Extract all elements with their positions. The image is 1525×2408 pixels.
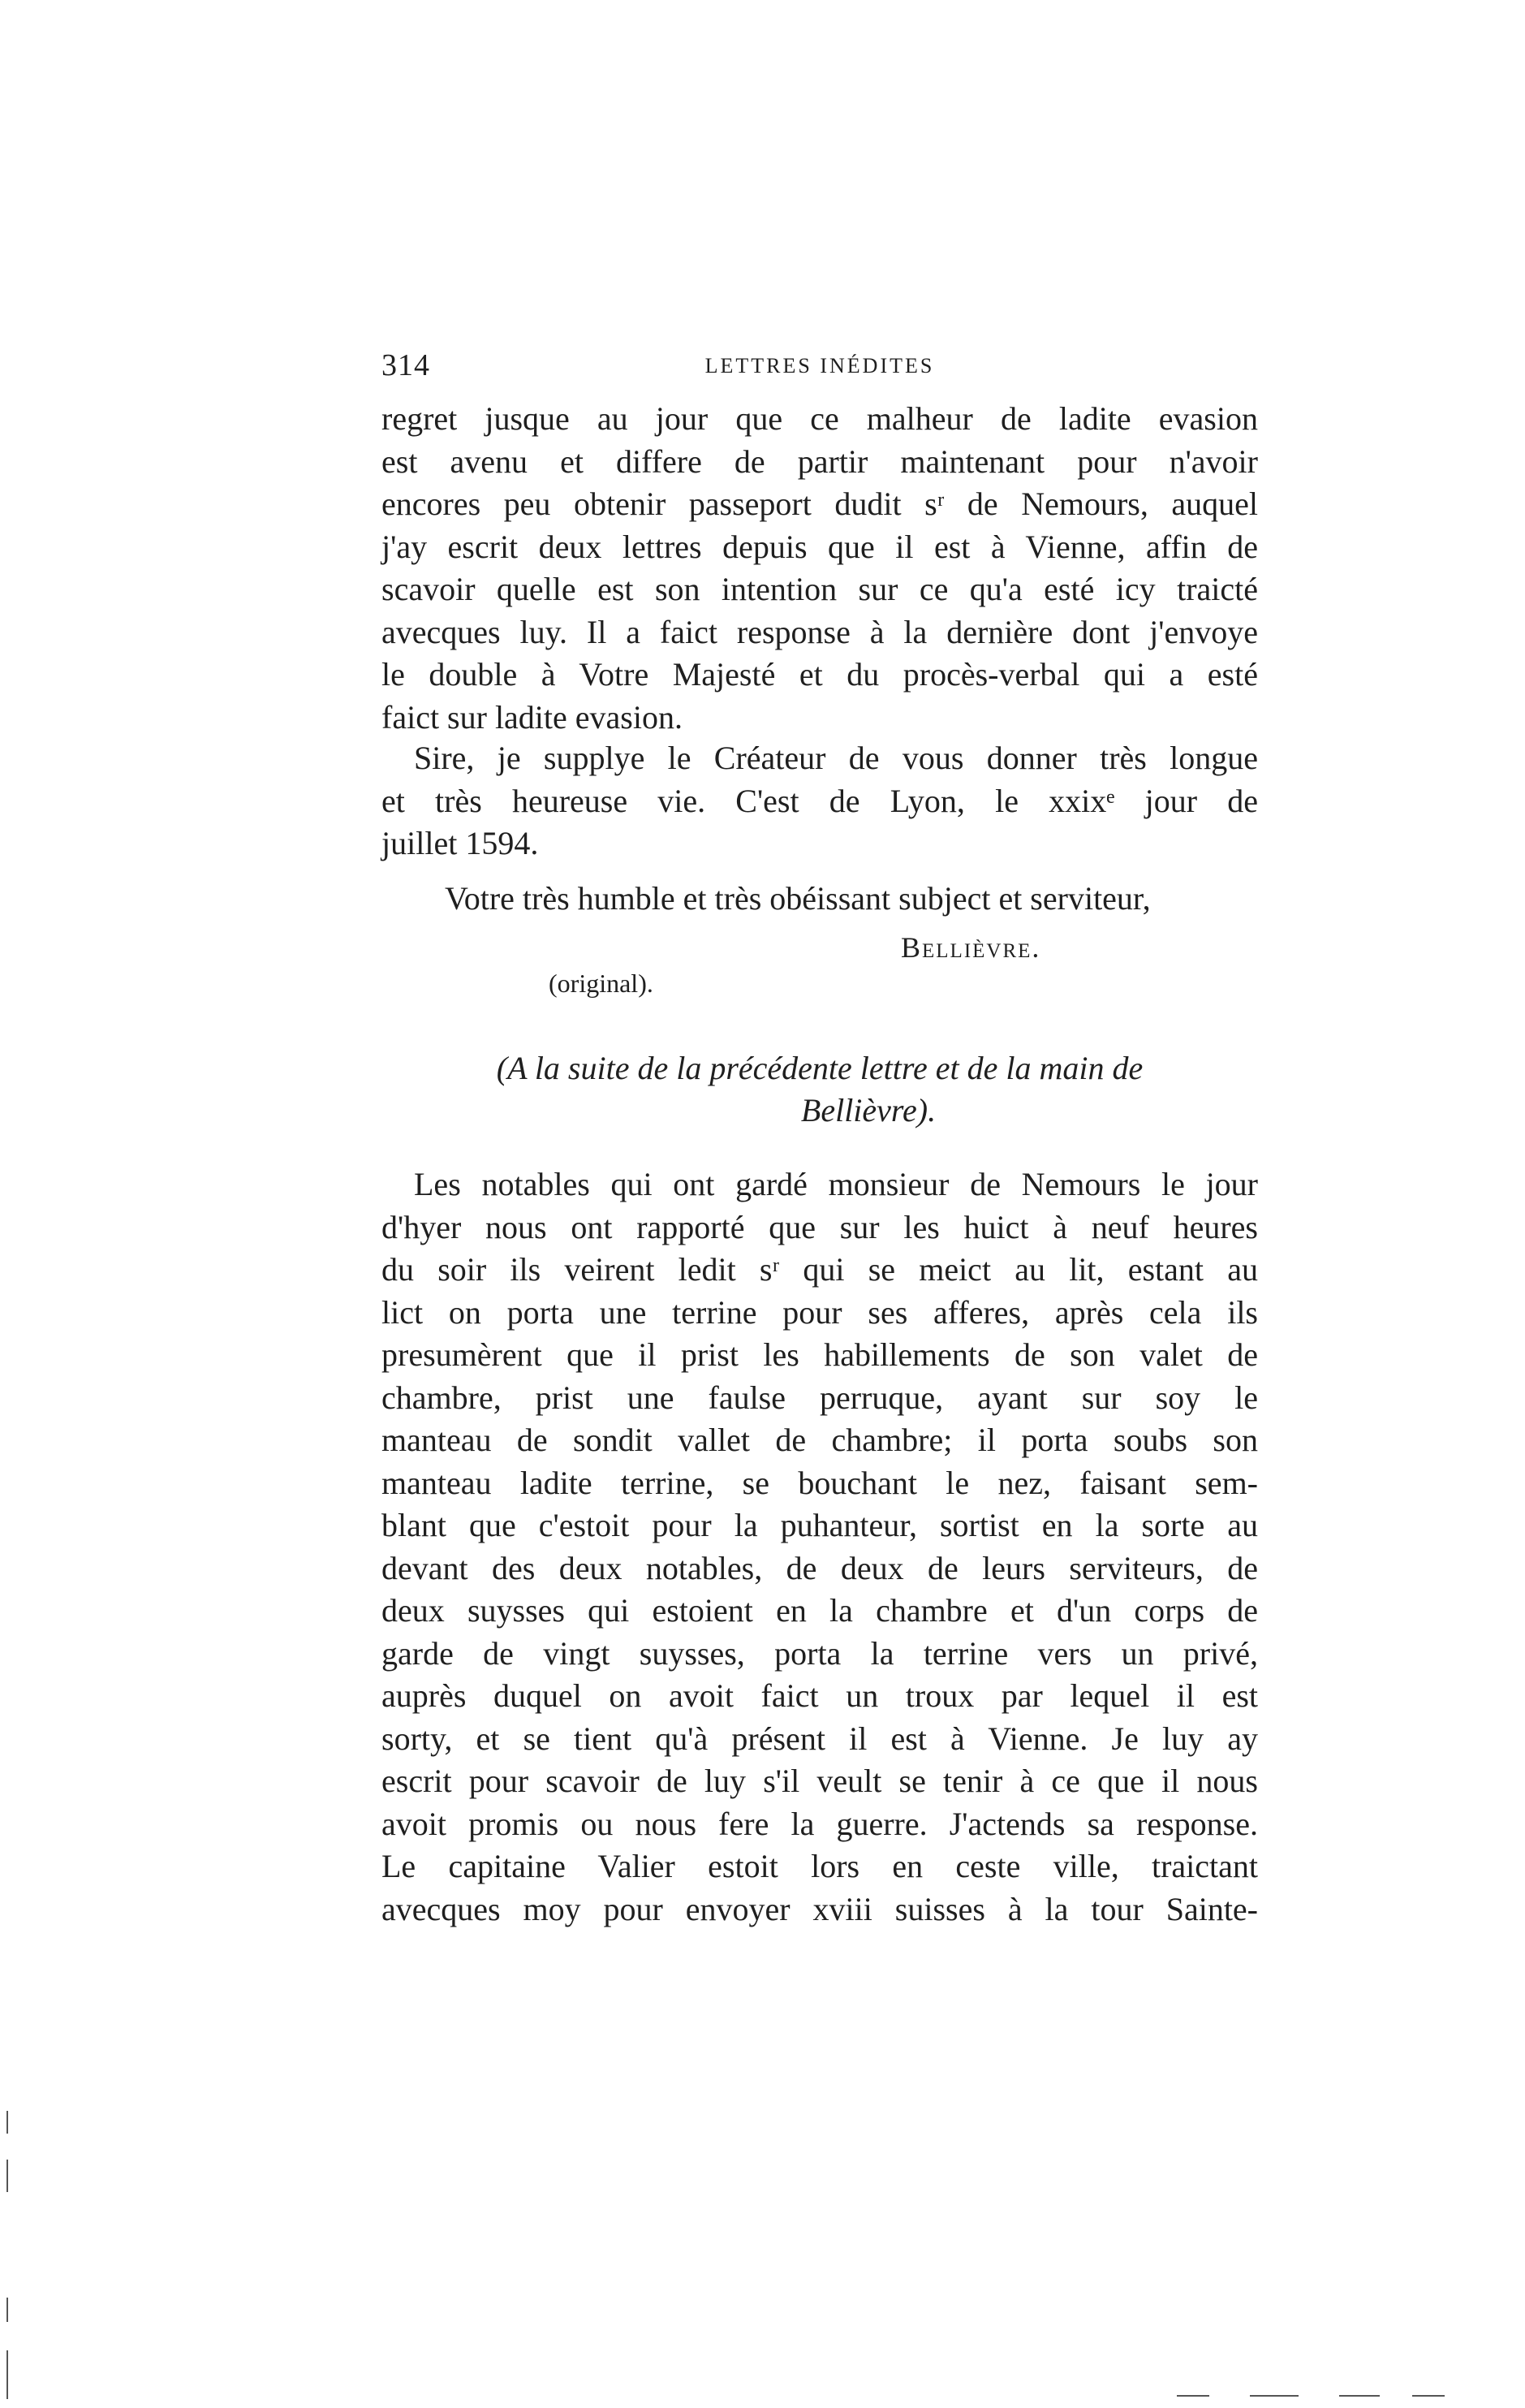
text-line: avecques luy. Il a faict response à la dernière dont j'envoye bbox=[381, 613, 1258, 650]
scan-margin-mark bbox=[6, 2160, 8, 2192]
text-line: lict on porta une terrine pour ses afferes, après cela ils bbox=[381, 1293, 1258, 1331]
letter-closing: Votre très humble et très obéissant subject et serviteur, bbox=[445, 880, 1151, 917]
text-line: auprès duquel on avoit faict un troux par lequel il est bbox=[381, 1677, 1258, 1714]
text-line: blant que c'estoit pour la puhanteur, sortist en la sorte au bbox=[381, 1507, 1258, 1543]
text-line: manteau de sondit vallet de chambre; il porta soubs son bbox=[381, 1422, 1258, 1458]
letter-salutation bbox=[381, 737, 1258, 865]
text-line: Les notables qui ont gardé monsieur de Nemours le jour bbox=[414, 1166, 1258, 1202]
text-line: devant des deux notables, de deux de leurs serviteurs, de bbox=[381, 1549, 1258, 1586]
text-line: regret jusque au jour que ce malheur de ladite evasion bbox=[381, 400, 1258, 437]
postscript-heading-line: (A la suite de la précédente lettre et de la main de bbox=[496, 1050, 1144, 1086]
text-line: Sire, je supplye le Créateur de vous donner très longue bbox=[414, 740, 1258, 776]
text-line: chambre, prist une faulse perruque, ayant sur soy le bbox=[381, 1379, 1258, 1416]
text-line: est avenu et differe de partir maintenant pour n'avoir bbox=[381, 442, 1258, 480]
text-line: juillet 1594. bbox=[381, 825, 539, 861]
text-line: du soir ils veirent ledit sʳ qui se meict au lit, estant au bbox=[381, 1251, 1258, 1288]
scan-margin-mark bbox=[1412, 2395, 1445, 2397]
scan-margin-mark bbox=[1177, 2395, 1209, 2397]
text-line: escrit pour scavoir de luy s'il veult se tenir à ce que il nous bbox=[381, 1763, 1258, 1799]
scan-margin-mark bbox=[6, 2350, 8, 2399]
running-head: LETTRES INÉDITES bbox=[704, 354, 935, 378]
page-number: 314 bbox=[381, 348, 430, 382]
scan-margin-mark bbox=[6, 2298, 8, 2322]
text-line: deux suysses qui estoient en la chambre et d'un corps de bbox=[381, 1592, 1258, 1629]
letter-body-continuation bbox=[381, 398, 1258, 739]
text-line: presumèrent que il prist les habillements de son valet de bbox=[381, 1336, 1258, 1373]
text-line: faict sur ladite evasion. bbox=[381, 698, 683, 736]
text-line: sorty, et se tient qu'à présent il est à Vienne. Je luy ay bbox=[381, 1720, 1258, 1757]
text-line: Le capitaine Valier estoit lors en ceste ville, traictant bbox=[381, 1848, 1258, 1884]
postscript-heading bbox=[381, 1047, 1258, 1132]
text-line: manteau ladite terrine, se bouchant le nez, faisant sem- bbox=[381, 1464, 1258, 1501]
text-line: et très heureuse vie. C'est de Lyon, le xxixᵉ jour de bbox=[381, 782, 1258, 819]
text-line: d'hyer nous ont rapporté que sur les huict à neuf heures bbox=[381, 1208, 1258, 1245]
text-line: garde de vingt suysses, porta la terrine vers un privé, bbox=[381, 1634, 1258, 1672]
page-header bbox=[381, 347, 1258, 388]
letter-signature: Bellièvre. bbox=[901, 931, 1041, 964]
text-line: avoit promis ou nous fere la guerre. J'actends sa response. bbox=[381, 1805, 1258, 1842]
postscript-heading-line: Bellièvre). bbox=[800, 1092, 937, 1128]
text-line: avecques moy pour envoyer xviii suisses à la tour Sainte- bbox=[381, 1890, 1258, 1927]
text-line: j'ay escrit deux lettres depuis que il est à Vienne, affin de bbox=[381, 528, 1258, 565]
scan-margin-mark bbox=[1339, 2395, 1380, 2397]
text-line: scavoir quelle est son intention sur ce qu'a esté icy traicté bbox=[381, 571, 1258, 607]
scan-margin-mark bbox=[6, 2111, 8, 2134]
text-line: le double à Votre Majesté et du procès-verbal qui a esté bbox=[381, 656, 1258, 693]
scan-margin-mark bbox=[1250, 2395, 1299, 2397]
text-line: encores peu obtenir passeport dudit sʳ de Nemours, auquel bbox=[381, 485, 1258, 522]
source-note: (original). bbox=[549, 969, 653, 998]
postscript-body bbox=[381, 1163, 1258, 1931]
